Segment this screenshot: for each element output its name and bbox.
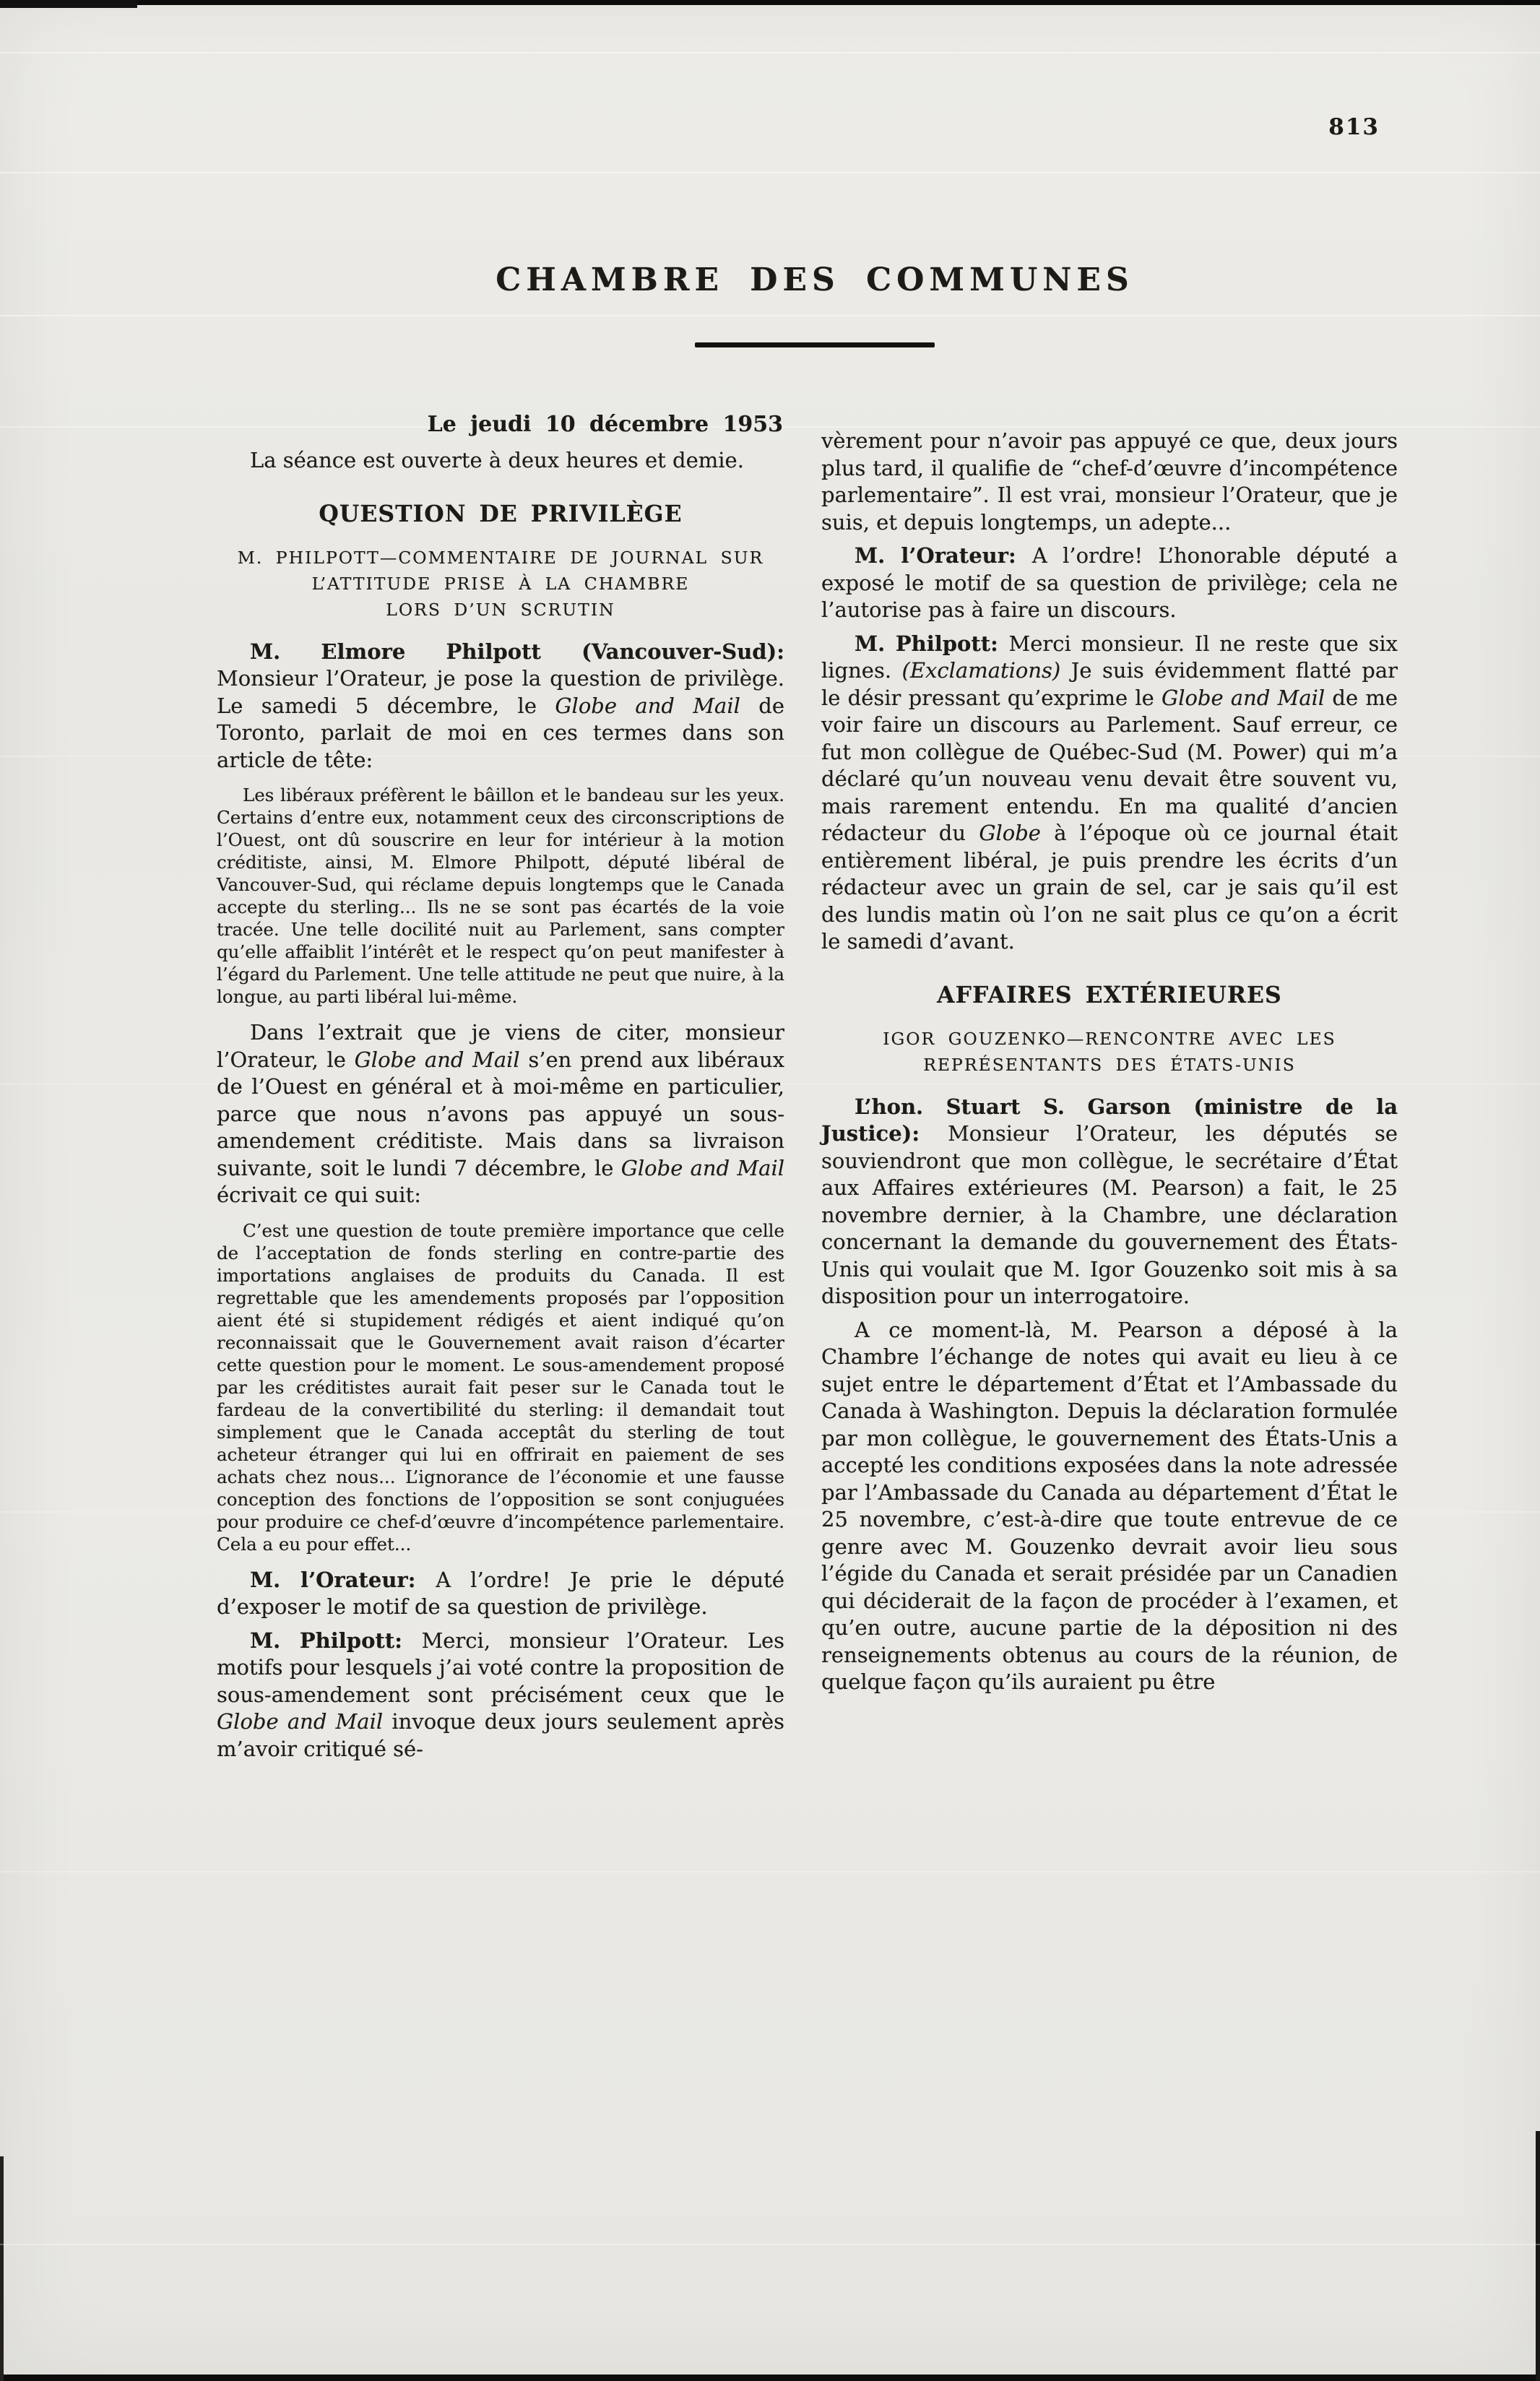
scan-artifact-top-edge xyxy=(0,0,1540,5)
paragraph-orateur-honorable: M. l’Orateur: A l’ordre! L’honorable député a exposé le motif de sa question de privilège; cela ne l’autorise pas à faire un discours. xyxy=(821,543,1398,622)
paragraph-moment-la: A ce moment-là, M. Pearson a déposé à la Chambre l’échange de notes qui avait eu lieu à ce sujet entre le département d’État et l’Ambassade du Canada à Washington. Depuis la déclaration formulée par mon collègue, le gouvernement des États-Unis a accepté les conditions exposées dans la note adressée par l’Ambassade du Canada au département d’État le 25 novembre, c’est-à-dire que toute entrevue de ce genre avec M. Gouzenko devrait avoir lieu sous l’égide du Canada et serait présidée par un Canadien qui déciderait de la façon de procéder à l’examen, et qu’en outre, aucune partie de la déposition ni des renseignements obtenus au cours de la réunion, de quelque façon qu’ils auraient pu être xyxy=(821,1317,1398,1694)
paragraph-garson: L’hon. Stuart S. Garson (ministre de la Justice): Monsieur l’Orateur, les députés se souviendront que mon collègue, le secrétaire d’État aux Affaires extérieures (M. Pearson) a fait, le 25 novembre dernier, à la Chambre, une déclaration concernant la demande du gouvernement des États-Unis qui voulait que M. Igor Gouzenko soit mis à sa disposition pour un interrogatoire. xyxy=(821,1094,1398,1308)
scan-artifact-left-edge xyxy=(0,2156,4,2381)
section-heading-affaires-exterieures: AFFAIRES EXTÉRIEURES xyxy=(937,981,1282,1008)
subheading-line: M. PHILPOTT—COMMENTAIRE DE JOURNAL SUR xyxy=(237,547,764,568)
subheading-line: L’ATTITUDE PRISE À LA CHAMBRE xyxy=(311,573,690,594)
paragraph-continuation: vèrement pour n’avoir pas appuyé ce que, deux jours plus tard, il qualifie de “chef-d’œuvre d’incompétence parlementaire”. Il est vrai, monsieur l’Orateur, que je suis, et depuis longtemps, un adepte... xyxy=(821,428,1398,535)
scan-streak xyxy=(0,172,1540,173)
left-column xyxy=(217,412,784,1769)
scan-streak xyxy=(0,315,1540,316)
scan-artifact-top-left-edge xyxy=(0,0,137,8)
page-title: CHAMBRE DES COMMUNES xyxy=(496,262,1134,298)
title-rule xyxy=(45,342,1540,347)
masthead xyxy=(45,262,1540,298)
quote-globe-and-mail-2: C’est une question de toute première importance que celle de l’acceptation de fonds sterling en contre-partie des importations anglaises de produits du Canada. Il est regrettable que les amendements proposés par l’opposition aient été si stupidement rédigés et aient indiqué qu’on reconnaissait que le Gouvernement avait raison d’écarter cette question pour le moment. Le sous-amendement proposé par les créditistes aurait fait peser sur le Canada tout le fardeau de la convertibilité du sterling: il demandait tout simplement que le Canada acceptât du sterling de tout acheteur étranger qui lui en offrirait en paiement de ses achats chez nous... L’ignorance de l’économie et une fausse conception des fonctions de l’opposition se sont conjuguées pour produire ce chef-d’œuvre d’incompétence parlementaire. Cela a eu pour effet... xyxy=(217,1219,784,1555)
subheading-philpott-commentaire xyxy=(217,545,784,623)
quote-globe-and-mail-1: Les libéraux préfèrent le bâillon et le bandeau sur les yeux. Certains d’entre eux, notamment ceux des circonscriptions de l’Ouest, ont dû souscrire en leur for intérieur à la motion créditiste, ainsi, M. Elmore Philpott, député libéral de Vancouver-Sud, qui réclame depuis longtemps que le Canada accepte du sterling... Ils ne se sont pas écartés de la voie tracée. Une telle docilité nuit au Parlement, sans compter qu’elle affaiblit l’intérêt et le respect qu’on peut manifester à l’égard du Parlement. Une telle attitude ne peut que nuire, à la longue, au parti libéral lui-même. xyxy=(217,785,784,1007)
subheading-line: LORS D’UN SCRUTIN xyxy=(386,599,615,620)
sitting-date-line: Le jeudi 10 décembre 1953 xyxy=(427,412,783,437)
scan-artifact-bottom-edge xyxy=(0,2374,1540,2381)
subheading-line: IGOR GOUZENKO—RENCONTRE AVEC LES xyxy=(883,1028,1336,1049)
paragraph-philpott-intro: M. Elmore Philpott (Vancouver-Sud): Monsieur l’Orateur, je pose la question de privilège. Le samedi 5 décembre, le Globe and Mail de Toronto, parlait de moi en ces termes dans son article de tête: xyxy=(217,639,784,772)
paragraph-philpott-six-lignes: M. Philpott: Merci monsieur. Il ne reste que six lignes. (Exclamations) Je suis évidemment flatté par le désir pressant qu’exprime le Globe and Mail de me voir faire un discours au Parlement. Sauf erreur, ce fut mon collègue de Québec-Sud (M. Power) qui m’a déclaré qu’un nouveau venu devait être souvent vu, mais rarement entendu. En ma qualité d’ancien rédacteur du Globe à l’époque où ce journal était entièrement libéral, je puis prendre les écrits d’un rédacteur avec un grain de sel, car je sais qu’il est des lundis matin où l’on ne sait plus ce qu’on a écrit le samedi d’avant. xyxy=(821,631,1398,954)
scan-streak xyxy=(0,2244,1540,2245)
right-column xyxy=(821,428,1398,1703)
subheading-line: REPRÉSENTANTS DES ÉTATS-UNIS xyxy=(923,1054,1296,1075)
scan-artifact-right-edge xyxy=(1536,2131,1540,2381)
paragraph-philpott-merci: M. Philpott: Merci, monsieur l’Orateur. Les motifs pour lesquels j’ai voté contre la proposition de sous-amendement sont précisément ceux que le Globe and Mail invoque deux jours seulement après m’avoir critiqué sé- xyxy=(217,1628,784,1761)
scan-streak xyxy=(0,52,1540,53)
opening-paragraph: La séance est ouverte à deux heures et demie. xyxy=(250,448,744,472)
page-number: 813 xyxy=(1328,114,1380,140)
scan-streak xyxy=(0,1871,1540,1872)
paragraph-extract: Dans l’extrait que je viens de citer, monsieur l’Orateur, le Globe and Mail s’en prend aux libéraux de l’Ouest en général et à moi-même en particulier, parce que nous n’avons pas appuyé un sous-amendement créditiste. Mais dans sa livraison suivante, soit le lundi 7 décembre, le Globe and Mail écrivait ce qui suit: xyxy=(217,1020,784,1207)
subheading-igor-gouzenko xyxy=(821,1026,1398,1078)
section-heading-question-de-privilege: QUESTION DE PRIVILÈGE xyxy=(319,500,683,527)
paragraph-orateur-a-l-ordre: M. l’Orateur: A l’ordre! Je prie le député d’exposer le motif de sa question de privilège. xyxy=(217,1567,785,1619)
